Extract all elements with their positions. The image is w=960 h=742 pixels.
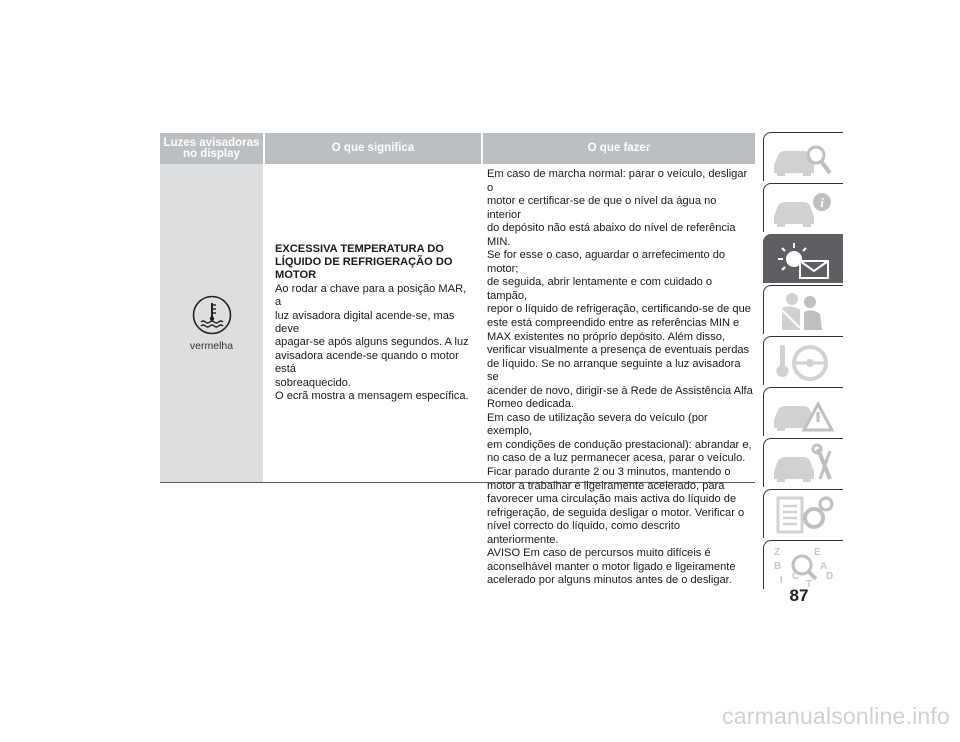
warning-light-cell (160, 164, 263, 482)
svg-text:T: T (806, 579, 813, 587)
technical-data-icon (770, 494, 838, 536)
header-meaning-label: O que significa (331, 142, 415, 154)
car-warning-triangle-icon (770, 392, 838, 434)
index-alphabet-icon (770, 545, 838, 587)
car-info-icon (770, 188, 838, 230)
sidebar-item-index[interactable] (763, 540, 843, 589)
header-warning-lights-label: Luzes avisadoras no display (163, 136, 260, 160)
header-action (483, 133, 755, 164)
safety-seatbelt-icon (770, 290, 838, 332)
svg-text:D: D (826, 571, 834, 582)
car-search-icon (770, 137, 838, 179)
meaning-text: Ao rodar a chave para a posição MAR, a luz avisadora digital acende-se, mas deve apagar-se após alguns segundos. A luz avisadora acende-se quando o motor está sobreaquecido. O ecrã mostra a mensagem específica. (275, 282, 469, 403)
steering-wheel-key-icon (770, 341, 838, 383)
header-meaning (265, 133, 481, 164)
svg-text:I: I (780, 575, 783, 586)
svg-text:Z: Z (774, 547, 781, 558)
lamp-color-label: vermelha (189, 339, 234, 352)
svg-text:i: i (820, 195, 824, 210)
header-action-label: O que fazer (587, 142, 651, 154)
chapter-sidebar (763, 132, 843, 591)
meaning-title: EXCESSIVA TEMPERATURA DO LÍQUIDO DE REFRIGERAÇÃO DO MOTOR (275, 242, 453, 282)
table-header (160, 133, 755, 164)
svg-text:E: E (814, 547, 821, 558)
sidebar-item-emergency[interactable] (763, 387, 843, 436)
coolant-temperature-icon (192, 295, 232, 335)
sidebar-item-safety[interactable] (763, 285, 843, 334)
svg-text:B: B (774, 561, 782, 572)
page-number: 87 (789, 586, 809, 605)
sidebar-item-technical-data[interactable] (763, 489, 843, 538)
sidebar-item-car-info[interactable] (763, 183, 843, 232)
table-row (160, 164, 755, 587)
action-cell: Em caso de marcha normal: parar o veículo, desligar o motor e certificar-se de que o nível da água no interior do depósito não está abaixo do nível de referência MIN. Se for esse o caso, aguardar o arrefecimento do motor; de seguida, abrir lentamente e com cuidado o tampão, repor o líquido de refrigeração, certificando-se de que este está compreendido entre as referências MIN e MAX existentes no próprio depósito. Além disso, verificar visualmente a presença de eventuais perdas de líquido. Se no arranque seguinte a luz avisadora se acender de novo, dirigir-se à Rede de Assistência Alfa Romeo dedicada. Em caso de utilização severa do veículo (por exemplo, em condições de condução prestacional): abrandar e, no caso de a luz permanecer acesa, parar o veículo. Ficar parado durante 2 ou 3 minutos, mantendo o motor a trabalhar e ligeiramente acelerado, para favorecer uma circulação mais activa do líquido de refrigeração, de seguida desligar o motor. Verificar o nível correcto do líquido, como descrito anteriormente. AVISO Em caso de percursos muito difíceis é aconselhável manter o motor ligado e ligeiramente acelerado por alguns minutos antes de o desligar. (487, 168, 753, 587)
svg-text:C: C (792, 571, 800, 582)
watermark: carmanualsonline.info (722, 703, 950, 729)
sidebar-item-maintenance[interactable] (763, 438, 843, 487)
svg-text:A: A (820, 561, 828, 572)
meaning-cell (265, 164, 481, 482)
sidebar-item-starting-driving[interactable] (763, 336, 843, 385)
sidebar-item-car-search[interactable] (763, 132, 843, 181)
warning-lights-icon (770, 239, 838, 281)
car-maintenance-icon (770, 443, 838, 485)
sidebar-item-warning-lights[interactable] (763, 234, 843, 283)
header-warning-lights (160, 133, 263, 164)
warning-light-table (160, 133, 755, 587)
